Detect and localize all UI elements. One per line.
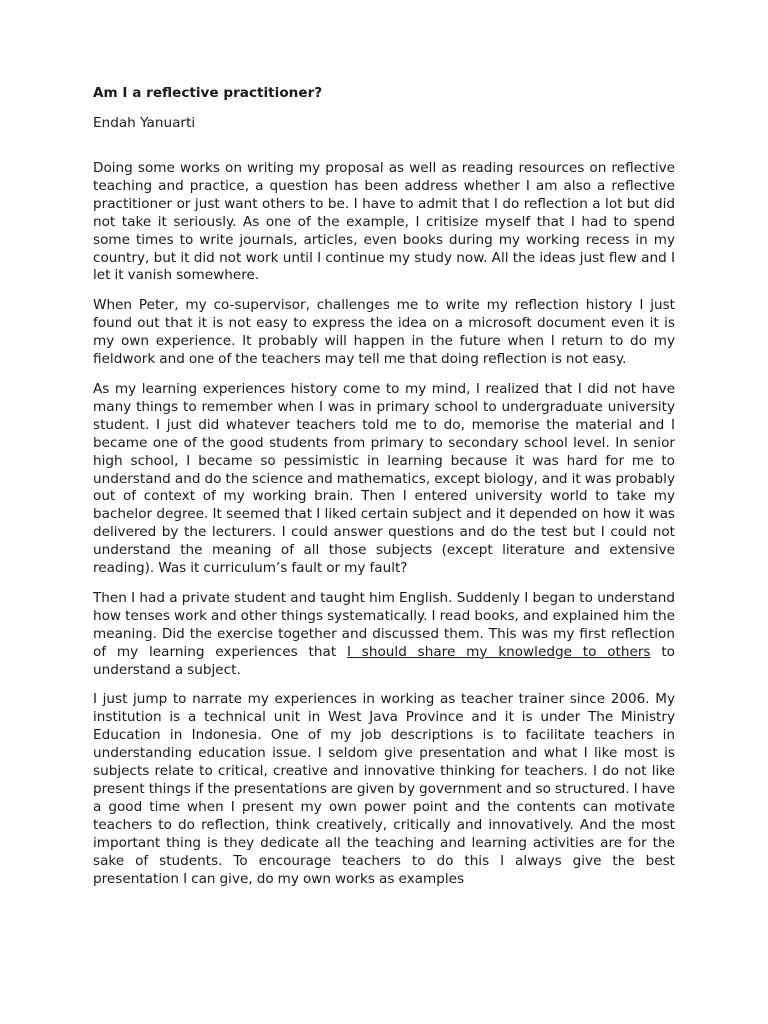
paragraph-4 [93, 590, 675, 680]
paragraph-3: As my learning experiences history come to my mind, I realized that I did not have many things to remember when I was in primary school to undergraduate university student. I just did whatever teachers told me to do, memorise the material and I became one of the good students from primary to secondary school level. In senior high school, I became so pessimistic in learning because it was hard for me to understand and do the science and mathematics, except biology, and it was probably out of context of my working brain. Then I entered university world to take my bachelor degree. It seemed that I liked certain subject and it depended on how it was delivered by the lecturers. I could answer questions and do the test but I could not understand the meaning of all those subjects (except literature and extensive reading). Was it curriculum’s fault or my fault? [93, 380, 675, 577]
paragraph-4-text-after: to understand a subject. [93, 643, 675, 678]
document-page [93, 84, 675, 1024]
document-author: Endah Yanuarti [93, 115, 196, 131]
paragraph-4-text-before: Then I had a private student and taught him English. Suddenly I began to understand how tenses work and other things systematically. I read books, and explained him the meaning. Did the exercise together and discussed them. This was my first reflection of my learning experiences that [93, 589, 675, 660]
paragraph-5: I just jump to narrate my experiences in working as teacher trainer since 2006. My institution is a technical unit in West Java Province and it is under The Ministry Education in Indonesia. One of my job descriptions is to facilitate teachers in understanding education issue. I seldom give presentation and what I like most is subjects relate to critical, creative and innovative thinking for teachers. I do not like present things if the presentations are given by government and so structured. I have a good time when I present my own power point and the contents can motivate teachers to do reflection, think creatively, critically and innovatively. And the most important thing is they dedicate all the teaching and learning activities are for the sake of students. To encourage teachers to do this I always give the best presentation I can give, do my own works as examples [93, 691, 675, 887]
document-title: Am I a reflective practitioner? [93, 85, 323, 101]
paragraph-2: When Peter, my co-supervisor, challenges me to write my reflection history I just found out that it is not easy to express the idea on a microsoft document even it is my own experience. It probably will happen in the future when I return to do my fieldwork and one of the teachers may tell me that doing reflection is not easy. [93, 297, 675, 368]
underlined-phrase: I should share my knowledge to others [346, 643, 651, 660]
paragraph-1: Doing some works on writing my proposal as well as reading resources on reflective teaching and practice, a question has been address whether I am also a reflective practitioner or just want others to be. I have to admit that I do reflection a lot but did not take it seriously. As one of the example, I critisize myself that I had to spend some times to write journals, articles, even books during my working recess in my country, but it did not work until I continue my study now. All the ideas just flew and I let it vanish somewhere. [93, 160, 675, 284]
